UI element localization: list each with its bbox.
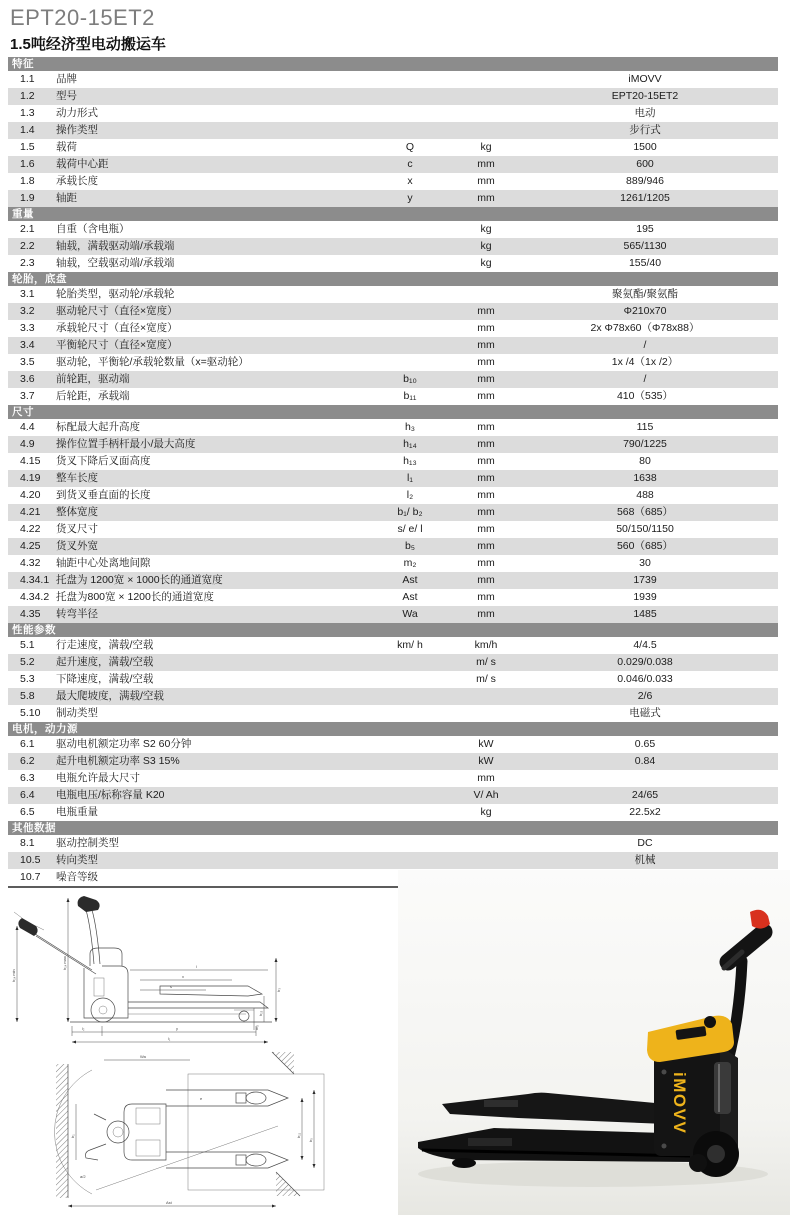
row-label: 转弯半径 xyxy=(56,608,98,620)
row-label: 制动类型 xyxy=(56,707,98,719)
spec-row xyxy=(8,88,778,105)
spec-row xyxy=(8,654,778,671)
row-number: 5.1 xyxy=(20,639,35,651)
row-unit: mm xyxy=(477,305,495,317)
row-symbol xyxy=(360,705,460,722)
row-value: 488 xyxy=(636,489,654,501)
row-number: 6.1 xyxy=(20,738,35,750)
spec-row xyxy=(8,753,778,770)
row-label: 载荷 xyxy=(56,141,77,153)
row-number: 2.3 xyxy=(20,257,35,269)
row-symbol: y xyxy=(407,192,413,204)
row-number: 2.1 xyxy=(20,223,35,235)
row-unit: mm xyxy=(477,455,495,467)
row-number: 1.4 xyxy=(20,124,35,136)
row-label: 操作位置手柄杆最小/最大高度 xyxy=(56,438,196,450)
row-symbol xyxy=(360,303,460,320)
spec-row xyxy=(8,453,778,470)
row-number: 4.20 xyxy=(20,489,41,501)
dim-label-m2: m₂ xyxy=(254,1025,259,1030)
row-symbol: h₁₃ xyxy=(403,455,417,467)
row-value: 50/150/1150 xyxy=(616,523,674,535)
section-header: 电机，动力源 xyxy=(8,722,778,736)
row-symbol: s/ e/ l xyxy=(397,523,423,535)
row-value: 889/946 xyxy=(626,175,664,187)
row-unit: kg xyxy=(480,806,492,818)
section-header: 尺寸 xyxy=(8,405,778,419)
row-unit: mm xyxy=(477,506,495,518)
spec-row xyxy=(8,238,778,255)
row-value: 2x Φ78x60（Φ78x88） xyxy=(590,322,700,334)
row-label: 电瓶电压/标称容量 K20 xyxy=(56,789,165,801)
spec-row xyxy=(8,71,778,88)
dim-label-ast: Ast xyxy=(166,1200,172,1205)
row-number: 4.19 xyxy=(20,472,41,484)
row-value: 1261/1205 xyxy=(620,192,670,204)
row-number: 5.10 xyxy=(20,707,41,719)
row-unit: mm xyxy=(477,574,495,586)
row-value: EPT20-15ET2 xyxy=(611,90,679,102)
row-label: 载荷中心距 xyxy=(56,158,109,170)
section-header: 特征 xyxy=(8,57,778,71)
section-header: 重量 xyxy=(8,207,778,221)
spec-row xyxy=(8,173,778,190)
hydraulic-unit xyxy=(714,1062,731,1114)
row-symbol xyxy=(360,122,460,139)
row-label: 轴载，满载驱动端/承载端 xyxy=(56,240,175,252)
dim-label-l1: l₁ xyxy=(168,1036,171,1041)
row-label: 行走速度，满载/空载 xyxy=(56,639,154,651)
row-number: 3.3 xyxy=(20,322,35,334)
dim-label-l2: l₂ xyxy=(82,1026,85,1031)
row-value: 24/65 xyxy=(631,789,659,801)
row-unit: kg xyxy=(480,257,492,269)
row-number: 6.3 xyxy=(20,772,35,784)
spec-row xyxy=(8,770,778,787)
row-label: 平衡轮尺寸（直径×宽度） xyxy=(56,339,178,351)
row-unit xyxy=(460,71,512,88)
dim-label-s: s xyxy=(170,984,172,989)
row-value: 560（685） xyxy=(616,540,674,552)
row-unit: mm xyxy=(477,608,495,620)
dim-label-h3: h₃ xyxy=(276,988,281,992)
row-symbol: h₃ xyxy=(404,421,416,433)
row-label: 品牌 xyxy=(56,73,77,85)
row-value: 1500 xyxy=(633,141,657,153)
spec-row xyxy=(8,470,778,487)
spec-row xyxy=(8,122,778,139)
row-symbol xyxy=(360,770,460,787)
dim-label-h14-min: h₁₄ min xyxy=(11,969,16,982)
row-unit: kg xyxy=(480,223,492,235)
row-symbol: m₂ xyxy=(403,557,417,569)
spec-row xyxy=(8,320,778,337)
row-unit: mm xyxy=(477,339,495,351)
row-value: / xyxy=(643,339,647,351)
row-value: 0.029/0.038 xyxy=(617,656,673,668)
row-unit: mm xyxy=(477,158,495,170)
spec-row xyxy=(8,504,778,521)
spec-row xyxy=(8,255,778,272)
row-unit: km/h xyxy=(474,639,498,651)
row-symbol: Ast xyxy=(402,591,418,603)
spec-row xyxy=(8,521,778,538)
row-value: 电磁式 xyxy=(629,707,661,719)
row-symbol xyxy=(360,337,460,354)
row-symbol xyxy=(360,320,460,337)
spec-row xyxy=(8,705,778,722)
row-number: 6.4 xyxy=(20,789,35,801)
row-symbol: b₁₁ xyxy=(403,390,417,402)
row-label: 货叉尺寸 xyxy=(56,523,98,535)
row-unit xyxy=(460,286,512,303)
spec-row xyxy=(8,606,778,623)
row-number: 5.2 xyxy=(20,656,35,668)
row-unit: V/ Ah xyxy=(473,789,499,801)
row-value: 1939 xyxy=(633,591,657,603)
row-value: 0.65 xyxy=(634,738,656,750)
row-symbol: b₅ xyxy=(404,540,416,552)
row-number: 4.25 xyxy=(20,540,41,552)
row-symbol xyxy=(360,71,460,88)
row-symbol: c xyxy=(407,158,413,170)
row-number: 4.35 xyxy=(20,608,41,620)
spec-row xyxy=(8,572,778,589)
row-label: 托盘为 1200宽 × 1000长的通道宽度 xyxy=(56,574,223,586)
row-unit: mm xyxy=(477,557,495,569)
row-label: 前轮距，驱动端 xyxy=(56,373,130,385)
row-symbol xyxy=(360,221,460,238)
spec-row xyxy=(8,337,778,354)
row-label: 轮胎类型，驱动轮/承载轮 xyxy=(56,288,175,300)
row-label: 轴距中心处离地间隙 xyxy=(56,557,151,569)
row-unit xyxy=(460,835,512,852)
row-number: 10.7 xyxy=(20,871,41,883)
row-unit: kW xyxy=(478,738,494,750)
row-number: 1.3 xyxy=(20,107,35,119)
row-symbol xyxy=(360,753,460,770)
row-value: DC xyxy=(637,837,653,849)
page-title: EPT20-15ET2 xyxy=(10,5,155,30)
row-unit xyxy=(460,688,512,705)
row-unit: mm xyxy=(477,192,495,204)
spec-row xyxy=(8,303,778,320)
row-symbol xyxy=(360,238,460,255)
row-label: 起升速度，满载/空载 xyxy=(56,656,154,668)
row-symbol xyxy=(360,354,460,371)
row-symbol xyxy=(360,654,460,671)
row-value: 195 xyxy=(636,223,654,235)
row-number: 2.2 xyxy=(20,240,35,252)
spec-row xyxy=(8,736,778,753)
row-value: 790/1225 xyxy=(623,438,667,450)
row-value: 聚氨酯/聚氨酯 xyxy=(612,288,678,300)
cover-knob xyxy=(704,1016,716,1028)
row-number: 3.4 xyxy=(20,339,35,351)
row-label: 驱动控制类型 xyxy=(56,837,119,849)
spec-row xyxy=(8,354,778,371)
row-label: 后轮距，承载端 xyxy=(56,390,130,402)
row-label: 动力形式 xyxy=(56,107,98,119)
row-value: 机械 xyxy=(634,854,656,866)
row-value: 1x /4（1x /2） xyxy=(611,356,679,368)
row-unit: m/ s xyxy=(476,656,496,668)
dim-label-x: x xyxy=(182,974,184,979)
section-header: 性能参数 xyxy=(8,623,778,637)
row-label: 驱动电机额定功率 S2 60分钟 xyxy=(56,738,192,750)
row-symbol xyxy=(360,804,460,821)
row-unit: kW xyxy=(478,755,494,767)
row-symbol xyxy=(360,688,460,705)
row-label: 起升电机额定功率 S3 15% xyxy=(56,755,180,767)
row-symbol xyxy=(360,835,460,852)
row-number: 1.1 xyxy=(20,73,35,85)
dim-label-b5: b₅ xyxy=(308,1138,313,1142)
spec-row xyxy=(8,156,778,173)
row-symbol xyxy=(360,736,460,753)
row-value: 1485 xyxy=(633,608,657,620)
spec-row xyxy=(8,221,778,238)
row-symbol: Ast xyxy=(402,574,418,586)
row-value: 30 xyxy=(639,557,651,569)
row-number: 6.2 xyxy=(20,755,35,767)
row-symbol xyxy=(360,787,460,804)
row-unit: mm xyxy=(477,523,495,535)
row-label: 电瓶重量 xyxy=(56,806,98,818)
row-unit: mm xyxy=(477,421,495,433)
product-photo xyxy=(398,866,790,1215)
dim-label-b1: b₁ xyxy=(70,1134,75,1138)
spec-row xyxy=(8,688,778,705)
dim-label-wa: Wa xyxy=(140,1054,146,1059)
row-label: 承载轮尺寸（直径×宽度） xyxy=(56,322,178,334)
row-unit: mm xyxy=(477,373,495,385)
row-value: 0.84 xyxy=(634,755,656,767)
spec-row xyxy=(8,787,778,804)
spec-row xyxy=(8,637,778,654)
row-number: 4.34.2 xyxy=(20,591,50,603)
row-symbol: Q xyxy=(405,141,415,153)
row-symbol: h₁₄ xyxy=(403,438,417,450)
spec-row xyxy=(8,139,778,156)
spec-row xyxy=(8,190,778,207)
row-number: 1.9 xyxy=(20,192,35,204)
row-value: / xyxy=(643,373,647,385)
row-number: 1.8 xyxy=(20,175,35,187)
row-value: 22.5x2 xyxy=(629,806,661,818)
row-label: 最大爬坡度，满载/空载 xyxy=(56,690,164,702)
row-value: 4/4.5 xyxy=(633,639,657,651)
row-value: 电动 xyxy=(634,107,656,119)
row-number: 4.4 xyxy=(20,421,35,433)
row-value: Φ210x70 xyxy=(623,305,667,317)
spec-row xyxy=(8,487,778,504)
row-label: 型号 xyxy=(56,90,77,102)
row-label: 下降速度，满载/空载 xyxy=(56,673,154,685)
dim-label-h14-max: h₁₄ max xyxy=(62,956,67,970)
row-label: 驱动轮，平衡轮/承载轮数量（x=驱动轮） xyxy=(56,356,249,368)
row-label: 整体宽度 xyxy=(56,506,98,518)
row-label: 噪音等级 xyxy=(56,871,98,883)
row-label: 承载长度 xyxy=(56,175,98,187)
row-number: 3.2 xyxy=(20,305,35,317)
row-number: 1.2 xyxy=(20,90,35,102)
row-unit: kg xyxy=(480,141,492,153)
dim-label-h13: h₁₃ xyxy=(258,1010,263,1016)
row-label: 操作类型 xyxy=(56,124,98,136)
row-unit xyxy=(460,88,512,105)
spec-row xyxy=(8,371,778,388)
row-symbol xyxy=(360,286,460,303)
row-label: 电瓶允许最大尺寸 xyxy=(56,772,140,784)
row-symbol xyxy=(360,88,460,105)
side-view-drawing xyxy=(10,890,295,1045)
row-unit: mm xyxy=(477,175,495,187)
row-value: 1739 xyxy=(633,574,657,586)
row-symbol: l₂ xyxy=(406,489,414,501)
row-symbol: b₁₀ xyxy=(403,373,417,385)
spec-row xyxy=(8,538,778,555)
row-unit: mm xyxy=(477,489,495,501)
spec-row xyxy=(8,436,778,453)
spec-table xyxy=(8,57,778,888)
row-number: 3.5 xyxy=(20,356,35,368)
row-value: 600 xyxy=(636,158,654,170)
row-unit xyxy=(460,705,512,722)
row-label: 标配最大起升高度 xyxy=(56,421,140,433)
row-unit: mm xyxy=(477,322,495,334)
row-unit: mm xyxy=(477,591,495,603)
spec-row xyxy=(8,419,778,436)
row-unit xyxy=(460,122,512,139)
row-label: 转向类型 xyxy=(56,854,98,866)
row-symbol: l₁ xyxy=(407,472,413,484)
row-number: 5.8 xyxy=(20,690,35,702)
row-value: 80 xyxy=(639,455,651,467)
row-number: 6.5 xyxy=(20,806,35,818)
row-label: 轴距 xyxy=(56,192,77,204)
row-unit: mm xyxy=(477,472,495,484)
spec-row xyxy=(8,286,778,303)
row-value: iMOVV xyxy=(628,73,662,85)
top-view-drawing xyxy=(40,1048,340,1215)
row-value: 410（535） xyxy=(616,390,674,402)
row-unit: m/ s xyxy=(476,673,496,685)
row-value: 1638 xyxy=(633,472,657,484)
row-unit: mm xyxy=(477,438,495,450)
row-number: 3.7 xyxy=(20,390,35,402)
spec-row xyxy=(8,105,778,122)
section-header: 其他数据 xyxy=(8,821,778,835)
row-value xyxy=(512,770,778,787)
page-subtitle: 1.5吨经济型电动搬运车 xyxy=(10,36,166,53)
row-label: 货叉下降后叉面高度 xyxy=(56,455,151,467)
row-number: 4.15 xyxy=(20,455,41,467)
dim-label-a2: a/2 xyxy=(80,1174,86,1179)
row-number: 4.21 xyxy=(20,506,41,518)
row-symbol xyxy=(360,105,460,122)
row-value: 115 xyxy=(636,421,654,433)
body-logo: iMOVV xyxy=(670,1072,689,1135)
row-number: 4.32 xyxy=(20,557,41,569)
row-unit xyxy=(460,105,512,122)
dim-label-l: l xyxy=(196,964,197,969)
row-symbol: b₁/ b₂ xyxy=(397,506,423,518)
spec-row xyxy=(8,388,778,405)
section-header: 轮胎，底盘 xyxy=(8,272,778,286)
row-label: 货叉外宽 xyxy=(56,540,98,552)
dim-label-y: y xyxy=(176,1026,178,1031)
dim-label-b11: b₁₁ xyxy=(296,1133,301,1138)
spec-row xyxy=(8,589,778,606)
dim-label-e: e xyxy=(200,1096,203,1101)
row-number: 4.22 xyxy=(20,523,41,535)
row-unit: mm xyxy=(477,772,495,784)
row-unit: mm xyxy=(477,390,495,402)
row-label: 托盘为800宽 × 1200长的通道宽度 xyxy=(56,591,214,603)
row-label: 轴载，空载驱动端/承载端 xyxy=(56,257,175,269)
row-symbol xyxy=(360,255,460,272)
row-unit: mm xyxy=(477,540,495,552)
row-value: 0.046/0.033 xyxy=(617,673,673,685)
row-label: 驱动轮尺寸（直径×宽度） xyxy=(56,305,178,317)
row-number: 8.1 xyxy=(20,837,35,849)
row-unit: mm xyxy=(477,356,495,368)
spec-row xyxy=(8,835,778,852)
row-label: 整车长度 xyxy=(56,472,98,484)
row-symbol: x xyxy=(407,175,413,187)
row-number: 3.1 xyxy=(20,288,35,300)
row-number: 1.6 xyxy=(20,158,35,170)
row-number: 1.5 xyxy=(20,141,35,153)
row-value: 155/40 xyxy=(628,257,662,269)
row-value: 568（685） xyxy=(616,506,674,518)
row-value: 步行式 xyxy=(629,124,661,136)
row-number: 3.6 xyxy=(20,373,35,385)
spec-row xyxy=(8,555,778,572)
spec-row xyxy=(8,804,778,821)
row-number: 10.5 xyxy=(20,854,41,866)
technical-drawings xyxy=(10,890,395,1215)
row-value: 2/6 xyxy=(637,690,653,702)
row-unit: kg xyxy=(480,240,492,252)
row-number: 5.3 xyxy=(20,673,35,685)
spec-row xyxy=(8,671,778,688)
row-symbol: km/ h xyxy=(397,639,423,651)
row-value: 565/1130 xyxy=(623,240,667,252)
row-symbol xyxy=(360,671,460,688)
row-label: 到货叉垂直面的长度 xyxy=(56,489,151,501)
row-number: 4.9 xyxy=(20,438,35,450)
row-label: 自重（含电瓶） xyxy=(56,223,130,235)
row-number: 4.34.1 xyxy=(20,574,50,586)
row-symbol: Wa xyxy=(402,608,418,620)
